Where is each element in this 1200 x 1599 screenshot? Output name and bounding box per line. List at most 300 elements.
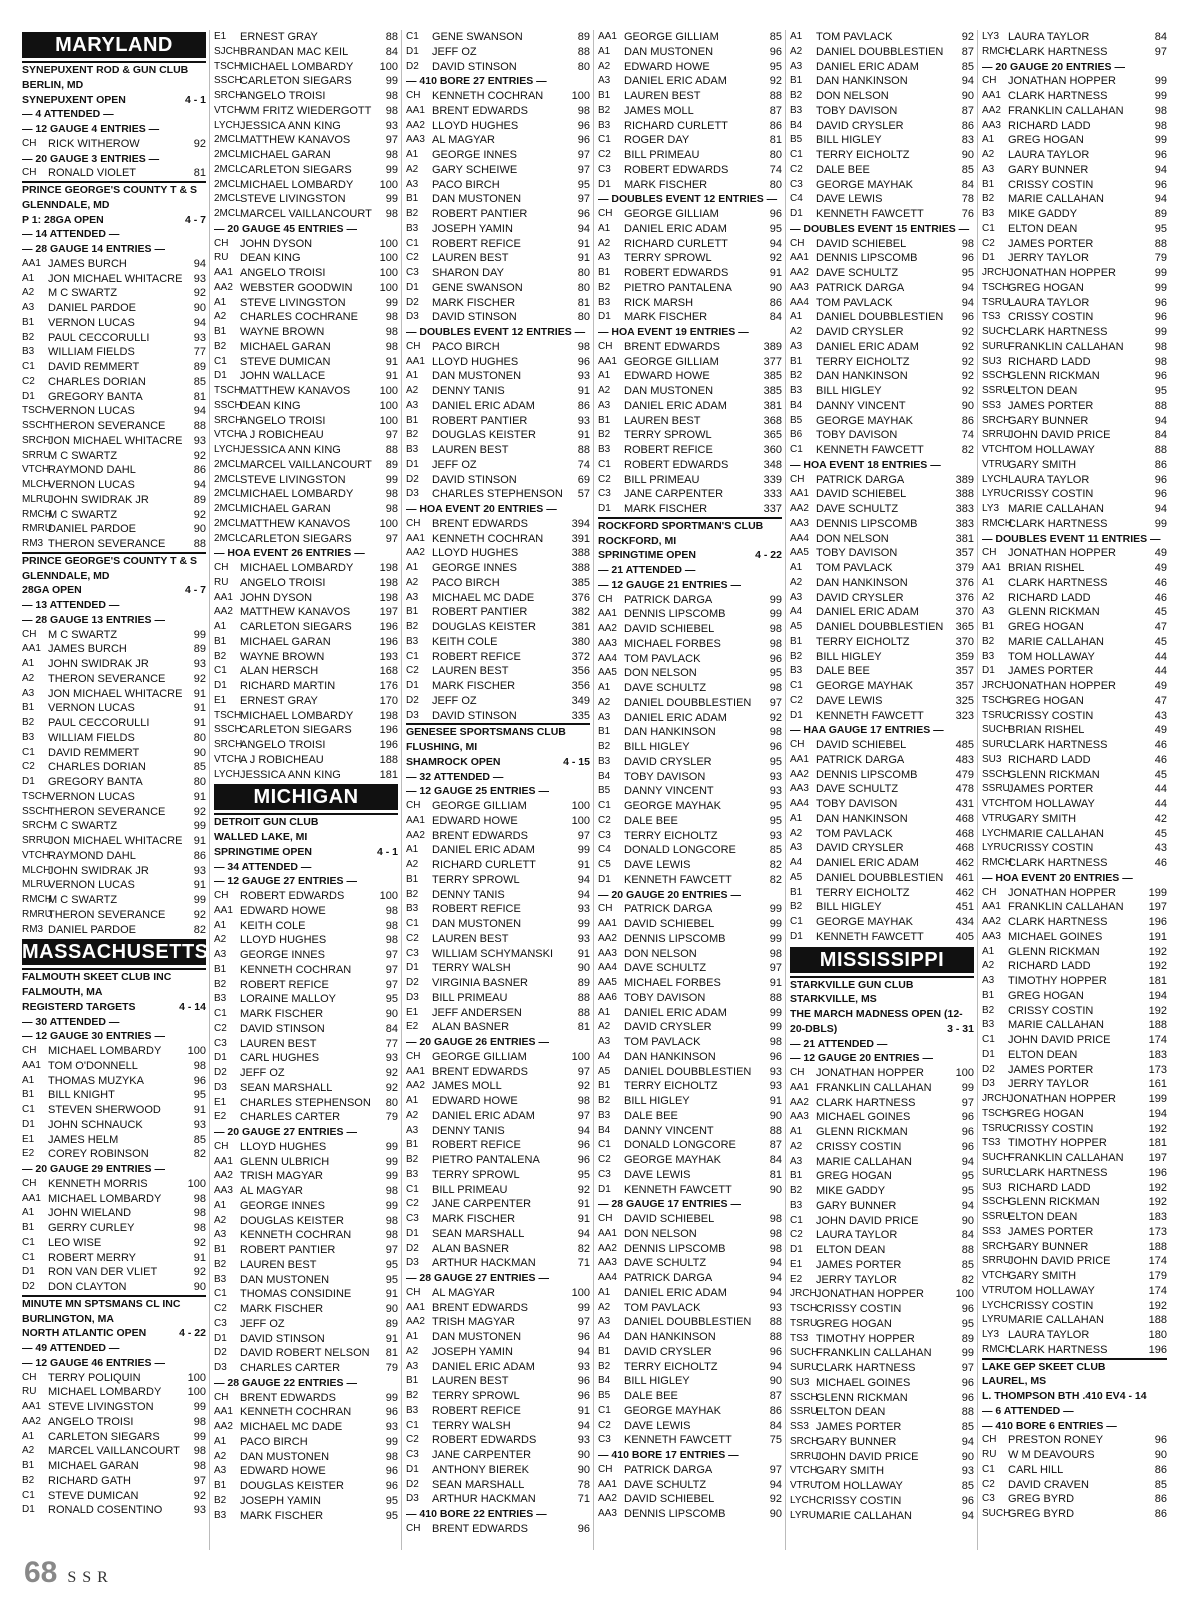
event-header: — HOA EVENT 20 ENTRIES — bbox=[982, 871, 1133, 884]
result-row bbox=[598, 222, 782, 237]
shooter-name: ROBERT EDWARDS bbox=[624, 267, 729, 279]
result-row bbox=[598, 414, 782, 429]
result-row bbox=[406, 1345, 590, 1360]
shooter-name: DON NELSON bbox=[624, 667, 697, 680]
result-row bbox=[22, 166, 206, 181]
shooter-name: DON NELSON bbox=[624, 1227, 697, 1240]
result-row bbox=[214, 1317, 398, 1332]
event-header: — DOUBLES EVENT 12 ENTRIES — bbox=[598, 193, 778, 206]
score: 93 bbox=[769, 785, 782, 798]
shooter-name: COREY ROBINSON bbox=[48, 1148, 149, 1161]
attendance: — 14 ATTENDED — bbox=[22, 228, 120, 241]
class-code: SRCH bbox=[982, 1240, 1011, 1252]
shooter-name: JONATHAN HOPPER bbox=[1008, 75, 1116, 88]
shooter-name: CARLETON SIEGARS bbox=[240, 163, 352, 176]
class-code: A1 bbox=[598, 45, 611, 57]
score: 357 bbox=[955, 665, 974, 678]
result-row bbox=[790, 1346, 974, 1361]
class-code: B1 bbox=[598, 267, 611, 278]
event-header: — 20 GAUGE 45 ENTRIES — bbox=[214, 222, 357, 235]
shooter-name: JOHN DYSON bbox=[240, 237, 313, 250]
class-code: C2 bbox=[598, 149, 611, 160]
class-code: A2 bbox=[214, 934, 227, 946]
result-row bbox=[982, 1181, 1167, 1196]
result-row bbox=[214, 1007, 398, 1022]
score: 78 bbox=[961, 193, 974, 206]
result-row bbox=[22, 805, 206, 820]
shooter-name: KENNETH FAWCETT bbox=[624, 1183, 732, 1196]
class-code: A5 bbox=[598, 1065, 611, 1077]
result-row bbox=[790, 1509, 974, 1524]
class-code: CH bbox=[790, 739, 805, 750]
result-row bbox=[214, 296, 398, 311]
score: 192 bbox=[1148, 1299, 1167, 1312]
score: 45 bbox=[1154, 606, 1167, 619]
result-row bbox=[22, 1147, 206, 1162]
result-row bbox=[790, 1273, 974, 1288]
result-row bbox=[406, 650, 590, 665]
result-row bbox=[406, 192, 590, 207]
score: 188 bbox=[1148, 1019, 1167, 1032]
result-row bbox=[982, 1122, 1167, 1137]
result-row bbox=[982, 561, 1167, 576]
shooter-name: MATTHEW KANAVOS bbox=[240, 606, 351, 619]
class-code: TSCH bbox=[22, 790, 50, 802]
result-row bbox=[790, 207, 974, 222]
result-row bbox=[22, 657, 206, 672]
shooter-name: STEVE DUMICAN bbox=[240, 355, 331, 368]
score: 90 bbox=[961, 149, 974, 161]
shooter-name: STEVEN SHERWOOD bbox=[48, 1104, 161, 1116]
result-row bbox=[790, 591, 974, 606]
event-header: — HAA GAUGE 17 ENTRIES — bbox=[790, 724, 944, 737]
shooter-name: ROGER DAY bbox=[624, 134, 690, 147]
score: 91 bbox=[193, 790, 206, 803]
shooter-name: JEFF OZ bbox=[432, 45, 477, 58]
class-code: AA1 bbox=[982, 901, 1001, 913]
result-row bbox=[22, 628, 206, 643]
shooter-name: KENNETH COCHRAN bbox=[240, 1406, 352, 1419]
result-row bbox=[406, 1197, 590, 1212]
shooter-name: DAVE SCHULTZ bbox=[816, 783, 899, 796]
shooter-name: MARCEL VAILLANCOURT bbox=[48, 1445, 180, 1458]
event-header: — 12 GAUGE 25 ENTRIES — bbox=[406, 785, 549, 798]
result-row bbox=[982, 753, 1167, 768]
result-row bbox=[982, 443, 1167, 458]
result-row bbox=[982, 650, 1167, 665]
club-location: GLENNDALE, MD bbox=[22, 569, 110, 582]
result-row bbox=[982, 487, 1167, 502]
class-code: AA1 bbox=[22, 1059, 41, 1071]
score: 94 bbox=[577, 1345, 590, 1358]
result-row bbox=[214, 487, 398, 502]
score: 91 bbox=[769, 977, 782, 989]
score: 359 bbox=[955, 650, 974, 663]
class-code: SSCH bbox=[214, 724, 242, 736]
result-row bbox=[406, 664, 590, 679]
score: 80 bbox=[193, 731, 206, 744]
score: 382 bbox=[571, 606, 590, 619]
class-code: B3 bbox=[406, 1404, 419, 1416]
shooter-name: JANE CARPENTER bbox=[624, 488, 724, 501]
class-code: B1 bbox=[406, 1375, 419, 1387]
result-row bbox=[598, 133, 782, 148]
class-code: B3 bbox=[214, 993, 227, 1005]
class-code: AA4 bbox=[790, 798, 809, 809]
shooter-name: A J ROBICHEAU bbox=[240, 429, 324, 442]
result-row bbox=[790, 355, 974, 370]
result-row bbox=[982, 222, 1167, 237]
result-row bbox=[982, 340, 1167, 355]
score: 196 bbox=[379, 635, 398, 648]
score: 92 bbox=[193, 1266, 206, 1279]
class-code: CH bbox=[598, 1463, 613, 1475]
score: 94 bbox=[769, 1286, 782, 1299]
score: 95 bbox=[1154, 385, 1167, 397]
result-row bbox=[406, 1006, 590, 1021]
shooter-name: ROBERT REFICE bbox=[432, 650, 521, 663]
shooter-name: BILL HIGLEY bbox=[816, 901, 882, 914]
class-code: A2 bbox=[982, 149, 995, 160]
result-row bbox=[598, 1050, 782, 1065]
result-row bbox=[214, 1081, 398, 1096]
score: 99 bbox=[577, 918, 590, 930]
shooter-name: ROBERT EDWARDS bbox=[432, 1434, 537, 1447]
result-row bbox=[406, 266, 590, 281]
score: 349 bbox=[571, 694, 590, 707]
result-row bbox=[22, 449, 206, 464]
score: 91 bbox=[385, 1288, 398, 1301]
event-header: — HOA EVENT 20 ENTRIES — bbox=[406, 503, 557, 515]
shooter-name: JEFF OZ bbox=[240, 1317, 285, 1330]
shooter-name: GARY SCHEIWE bbox=[432, 163, 518, 176]
shooter-name: SEAN MARSHALL bbox=[432, 1227, 525, 1240]
result-row bbox=[598, 1330, 782, 1345]
class-code: AA4 bbox=[790, 296, 809, 308]
result-row bbox=[790, 856, 974, 871]
result-row bbox=[982, 310, 1167, 325]
club-location: ROCKFORD, MI bbox=[598, 534, 677, 547]
shooter-name: CLARK HARTNESS bbox=[1008, 916, 1108, 928]
shooter-name: DEAN KING bbox=[240, 399, 301, 412]
class-code: D2 bbox=[22, 1281, 35, 1292]
score: 98 bbox=[385, 149, 398, 161]
shooter-name: MARCEL VAILLANCOURT bbox=[240, 208, 372, 220]
class-code: B2 bbox=[406, 208, 419, 219]
result-row bbox=[598, 784, 782, 799]
score: 88 bbox=[193, 538, 206, 550]
result-row bbox=[22, 404, 206, 419]
score: 194 bbox=[1148, 1107, 1167, 1120]
result-row bbox=[214, 163, 398, 178]
score: 93 bbox=[193, 331, 206, 344]
shooter-name: M C SWARTZ bbox=[48, 449, 118, 462]
score: 99 bbox=[769, 918, 782, 930]
shooter-name: DAVID CRAVEN bbox=[1008, 1478, 1089, 1491]
score: 86 bbox=[769, 1404, 782, 1417]
club-location: LAUREL, MS bbox=[982, 1375, 1047, 1388]
shooter-name: LAUREN BEST bbox=[624, 414, 701, 427]
result-row bbox=[406, 1065, 590, 1080]
shooter-name: TERRY SPROWL bbox=[432, 1168, 520, 1181]
class-code: AA2 bbox=[598, 1242, 617, 1254]
score: 82 bbox=[193, 1148, 206, 1161]
shoot-title bbox=[22, 1000, 206, 1015]
class-code: B2 bbox=[982, 193, 995, 205]
result-row bbox=[598, 1463, 782, 1478]
shooter-name: PACO BIRCH bbox=[240, 1435, 308, 1448]
shooter-name: MARK FISCHER bbox=[624, 178, 708, 191]
shooter-name: MARIE CALLAHAN bbox=[1008, 1314, 1104, 1327]
score: 85 bbox=[1154, 1478, 1167, 1491]
result-row bbox=[22, 1118, 206, 1133]
shooter-name: KENNETH MORRIS bbox=[48, 1177, 148, 1190]
result-row bbox=[598, 1079, 782, 1094]
result-row bbox=[982, 959, 1167, 974]
shooter-name: MICHAEL LOMBARDY bbox=[48, 1192, 162, 1205]
shooter-name: GREG HOGAN bbox=[1008, 281, 1084, 294]
attendance: — 49 ATTENDED — bbox=[22, 1342, 120, 1354]
shooter-name: JOHN DYSON bbox=[240, 591, 313, 604]
class-code: CH bbox=[406, 1050, 421, 1062]
result-row bbox=[22, 923, 206, 938]
shooter-name: RICHARD LADD bbox=[1008, 119, 1091, 132]
shooter-name: PATRICK DARGA bbox=[816, 281, 905, 294]
score: 92 bbox=[961, 355, 974, 368]
result-row bbox=[406, 1478, 590, 1493]
result-row bbox=[982, 1210, 1167, 1225]
result-row bbox=[406, 1404, 590, 1419]
shooter-name: TOM PAVLACK bbox=[624, 652, 701, 665]
score: 96 bbox=[1154, 296, 1167, 309]
shooter-name: DAVID SCHIEBEL bbox=[624, 1493, 715, 1506]
result-row bbox=[598, 1020, 782, 1035]
shooter-name: GEORGE GILLIAM bbox=[624, 208, 719, 220]
class-code: C1 bbox=[214, 1008, 227, 1019]
class-code: B4 bbox=[598, 1124, 611, 1136]
shooter-name: DANIEL ERIC ADAM bbox=[624, 75, 727, 88]
score: 381 bbox=[763, 399, 782, 412]
score: 99 bbox=[1154, 267, 1167, 279]
shoot-title bbox=[22, 93, 206, 108]
result-row bbox=[22, 908, 206, 923]
class-code: D3 bbox=[406, 1493, 419, 1505]
shooter-name: ANGELO TROISI bbox=[240, 576, 326, 589]
score: 87 bbox=[961, 45, 974, 58]
attendance: — 32 ATTENDED — bbox=[406, 770, 504, 783]
class-code: A3 bbox=[214, 949, 227, 960]
class-code: CH bbox=[982, 75, 997, 87]
class-code: C2 bbox=[790, 1229, 803, 1241]
score: 92 bbox=[193, 449, 206, 462]
result-row bbox=[406, 1020, 590, 1035]
result-row bbox=[982, 1063, 1167, 1078]
score: 99 bbox=[769, 593, 782, 606]
score: 100 bbox=[187, 1045, 206, 1057]
shooter-name: JAMES PORTER bbox=[1008, 1063, 1094, 1076]
shooter-name: FRANKLIN CALLAHAN bbox=[1008, 1152, 1124, 1164]
class-code: AA1 bbox=[214, 1406, 233, 1418]
class-code: C1 bbox=[598, 1404, 611, 1416]
class-code: D2 bbox=[214, 1067, 227, 1078]
score: 95 bbox=[769, 800, 782, 812]
class-code: SURU bbox=[790, 1362, 819, 1373]
score: 90 bbox=[769, 1508, 782, 1520]
result-row bbox=[598, 1374, 782, 1389]
shooter-name: JOHN SWIDRAK JR bbox=[48, 493, 149, 506]
class-code: C2 bbox=[790, 694, 803, 706]
shooter-name: GREG HOGAN bbox=[1008, 621, 1084, 633]
score: 93 bbox=[961, 1465, 974, 1478]
class-code: C1 bbox=[406, 1419, 419, 1431]
result-row bbox=[982, 1448, 1167, 1463]
shooter-name: VERNON LUCAS bbox=[48, 879, 135, 892]
result-row bbox=[22, 257, 206, 272]
score: 100 bbox=[379, 178, 398, 191]
class-code: A3 bbox=[790, 60, 803, 72]
class-code: B4 bbox=[598, 770, 611, 782]
shoot-title bbox=[790, 1022, 974, 1037]
event-header: — HOA EVENT 26 ENTRIES — bbox=[214, 547, 365, 560]
result-row bbox=[790, 1184, 974, 1199]
class-code: B2 bbox=[982, 635, 995, 647]
class-code: D1 bbox=[214, 680, 227, 691]
score: 96 bbox=[961, 1140, 974, 1153]
result-row bbox=[214, 517, 398, 532]
shooter-name: CARL HUGHES bbox=[240, 1052, 320, 1065]
score: 92 bbox=[769, 711, 782, 724]
result-row bbox=[598, 947, 782, 962]
result-row bbox=[598, 296, 782, 311]
score: 95 bbox=[961, 1170, 974, 1183]
result-row bbox=[214, 1051, 398, 1066]
class-code: A3 bbox=[22, 687, 35, 699]
event-header: — DOUBLES EVENT 15 ENTRIES — bbox=[790, 222, 970, 235]
shooter-name: ERNEST GRAY bbox=[240, 31, 318, 43]
class-code: SRCH bbox=[214, 414, 243, 426]
score: 96 bbox=[961, 1111, 974, 1124]
result-row bbox=[214, 753, 398, 768]
class-code: A3 bbox=[982, 163, 995, 175]
score: 86 bbox=[577, 399, 590, 412]
result-row bbox=[406, 947, 590, 962]
shooter-name: RICHARD CURLETT bbox=[624, 119, 728, 132]
class-code: C2 bbox=[406, 1198, 419, 1210]
score: 93 bbox=[385, 1421, 398, 1433]
result-row bbox=[598, 1404, 782, 1419]
shooter-name: CRISSY COSTIN bbox=[1008, 1299, 1094, 1312]
shoot-name: L. THOMPSON BTH .410 EV4 - 14 bbox=[982, 1390, 1147, 1402]
score: 71 bbox=[577, 1493, 590, 1506]
result-row bbox=[22, 1385, 206, 1400]
score: 44 bbox=[1154, 783, 1167, 796]
score: 98 bbox=[769, 1242, 782, 1255]
result-row bbox=[982, 989, 1167, 1004]
class-code: JRCH bbox=[982, 267, 1009, 278]
shooter-name: JERRY TAYLOR bbox=[1008, 252, 1089, 265]
class-code: RMRU bbox=[22, 908, 52, 920]
score: 385 bbox=[763, 370, 782, 383]
score: 96 bbox=[1154, 311, 1167, 324]
score: 99 bbox=[769, 903, 782, 916]
score: 99 bbox=[1154, 75, 1167, 88]
shooter-name: TERRY EICHOLTZ bbox=[816, 149, 910, 161]
event-header: — 28 GAUGE 27 ENTRIES — bbox=[406, 1272, 549, 1284]
score: 89 bbox=[385, 1317, 398, 1330]
score: 98 bbox=[769, 1227, 782, 1240]
shooter-name: TOBY DAVISON bbox=[816, 798, 898, 810]
score: 97 bbox=[385, 532, 398, 545]
score: 181 bbox=[1148, 975, 1167, 987]
attendance: — 13 ATTENDED — bbox=[22, 599, 120, 611]
score: 90 bbox=[961, 1450, 974, 1463]
score: 88 bbox=[577, 991, 590, 1004]
result-row bbox=[214, 620, 398, 635]
shoot-title bbox=[598, 548, 782, 563]
event-header: — 12 GAUGE 4 ENTRIES — bbox=[22, 123, 160, 135]
result-row bbox=[790, 679, 974, 694]
result-row bbox=[22, 1371, 206, 1386]
shooter-name: GENE SWANSON bbox=[432, 281, 523, 294]
class-code: B1 bbox=[406, 1139, 419, 1151]
result-row bbox=[790, 45, 974, 60]
score: 325 bbox=[955, 694, 974, 707]
shooter-name: CLARK HARTNESS bbox=[1008, 1166, 1108, 1179]
class-code: AA3 bbox=[406, 134, 425, 146]
class-code: LYCH bbox=[214, 768, 240, 780]
result-row bbox=[214, 1140, 398, 1155]
shooter-name: PATRICK DARGA bbox=[624, 1272, 713, 1284]
shooter-name: DANNY VINCENT bbox=[624, 785, 714, 798]
shooter-name: DAVE LEWIS bbox=[816, 193, 883, 206]
score: 79 bbox=[385, 1362, 398, 1374]
result-row bbox=[406, 428, 590, 443]
result-row bbox=[406, 458, 590, 473]
result-row bbox=[598, 60, 782, 75]
result-row bbox=[406, 443, 590, 458]
score: 96 bbox=[961, 1376, 974, 1389]
result-row bbox=[406, 89, 590, 104]
class-code: LYCH bbox=[214, 444, 240, 455]
shooter-name: MARIE CALLAHAN bbox=[1008, 635, 1104, 648]
shooter-name: CARLETON SIEGARS bbox=[240, 724, 352, 737]
class-code: VTRU bbox=[982, 458, 1010, 470]
result-row bbox=[406, 576, 590, 591]
score: 81 bbox=[193, 390, 206, 403]
results-column bbox=[22, 30, 210, 1550]
result-row bbox=[598, 902, 782, 917]
class-code: B3 bbox=[406, 222, 419, 234]
score: 339 bbox=[763, 473, 782, 486]
class-code: AA4 bbox=[598, 652, 617, 664]
result-row bbox=[598, 873, 782, 888]
class-code: SS3 bbox=[790, 1421, 809, 1432]
class-code: LYCH bbox=[982, 473, 1008, 485]
class-code: B3 bbox=[406, 1168, 419, 1180]
result-row bbox=[982, 945, 1167, 960]
shooter-name: ROBERT REFICE bbox=[624, 444, 713, 456]
class-code: B3 bbox=[790, 1199, 803, 1211]
shooter-name: PATRICK DARGA bbox=[624, 593, 713, 606]
score: 94 bbox=[193, 479, 206, 491]
shooter-name: TOM PAVLACK bbox=[816, 296, 893, 309]
class-code: A3 bbox=[214, 1229, 227, 1241]
score: 197 bbox=[379, 606, 398, 619]
score: 90 bbox=[769, 281, 782, 294]
class-code: A2 bbox=[406, 163, 419, 175]
shooter-name: CLARK HARTNESS bbox=[816, 1362, 916, 1374]
club-location: WALLED LAKE, MI bbox=[214, 831, 308, 843]
